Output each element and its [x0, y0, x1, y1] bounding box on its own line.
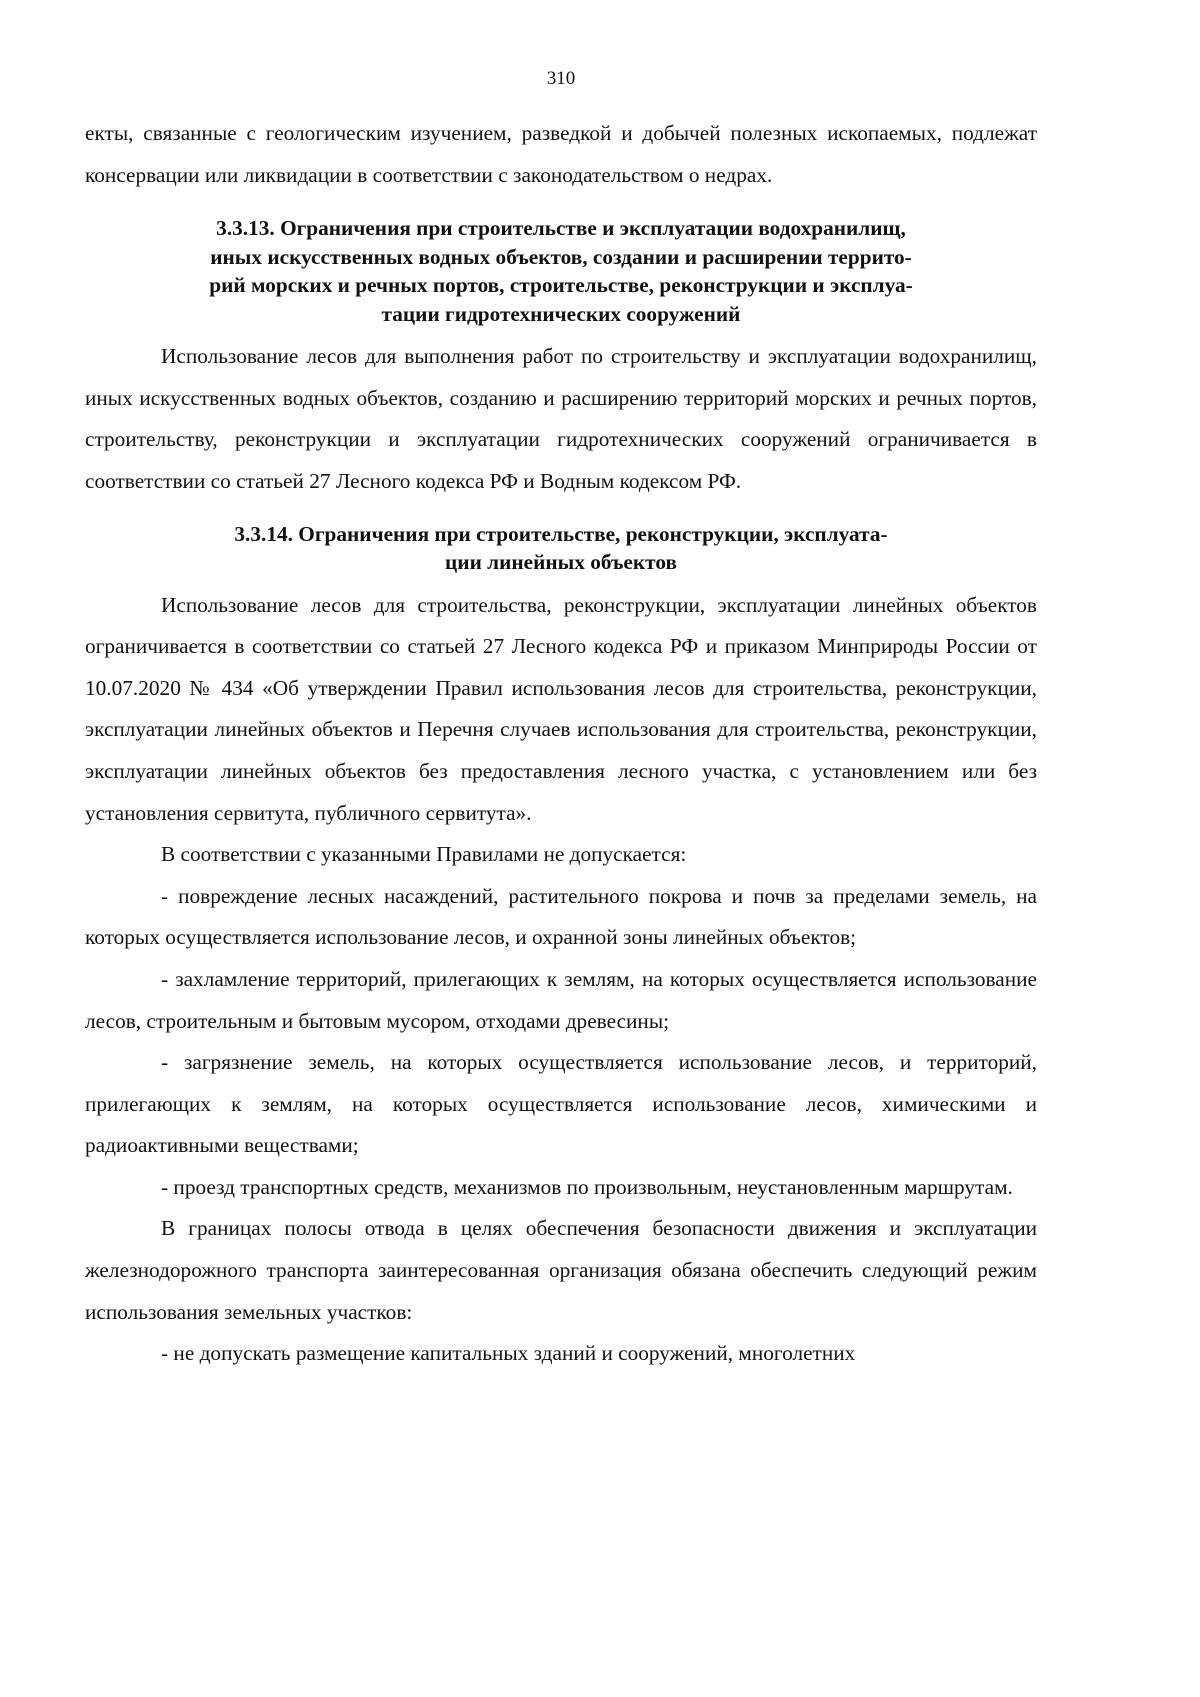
- list-item: - захламление территорий, прилегающих к землям, на которых осуществляется использование лесов, строительным и бытовым мусором, отходами древесины;: [85, 966, 1037, 1033]
- right-of-way-paragraph: В границах полосы отвода в целях обеспечения безопасности движения и эксплуатации железнодорожного транспорта заинтересованная организация обязана обеспечить следующий режим использования земельных участков:: [85, 1216, 1037, 1324]
- list-item: - проезд транспортных средств, механизмов по произвольным, неустановленным маршрутам.: [161, 1174, 1013, 1199]
- list-item: - не допускать размещение капитальных зданий и сооружений, многолетних: [161, 1341, 856, 1366]
- heading-line: ции линейных объектов: [445, 550, 677, 575]
- heading-line: иных искусственных водных объектов, создании и расширении террито-: [210, 244, 912, 269]
- list-item: - загрязнение земель, на которых осуществляется использование лесов, и территорий, прилегающих к землям, на которых осуществляется использование лесов, химическими и радиоактивными веществами;: [85, 1050, 1037, 1158]
- rules-intro-paragraph: В соответствии с указанными Правилами не допускается:: [161, 842, 687, 867]
- list-item: - повреждение лесных насаждений, растительного покрова и почв за пределами земель, на которых осуществляется использование лесов, и охранной зоны линейных объектов;: [85, 883, 1037, 950]
- page-number: 310: [546, 68, 576, 89]
- heading-line: 3.3.13. Ограничения при строительстве и эксплуатации водохранилищ,: [216, 216, 906, 241]
- section-3-3-14-paragraph: Использование лесов для строительства, реконструкции, эксплуатации линейных объектов ограничивается в соответствии со статьей 27 Лесного кодекса РФ и приказом Минприроды России от 10.07.2020 № 434 «Об утверждении Правил использования лесов для строительства, реконструкции, эксплуатации линейных объектов и Перечня случаев использования для строительства, реконструкции, эксплуатации линейных объектов без предоставления лесного участка, с установлением или без установления сервитута, публичного сервитута».: [85, 592, 1037, 825]
- intro-paragraph: екты, связанные с геологическим изучением, разведкой и добычей полезных ископаемых, подлежат консервации или ликвидации в соответствии с законодательством о недрах.: [85, 121, 1037, 187]
- section-heading-3-3-14: [125, 520, 997, 577]
- document-body: [85, 113, 1037, 1375]
- section-heading-3-3-13: [125, 214, 997, 328]
- heading-line: тации гидротехнических сооружений: [381, 301, 741, 326]
- heading-line: рий морских и речных портов, строительстве, реконструкции и эксплуа-: [209, 273, 913, 298]
- section-3-3-13-paragraph: Использование лесов для выполнения работ по строительству и эксплуатации водохранилищ, иных искусственных водных объектов, созданию и расширению территорий морских и речных портов, строительству, реконструкции и эксплуатации гидротехнических сооружений ограничивается в соответствии со статьей 27 Лесного кодекса РФ и Водным кодексом РФ.: [85, 344, 1037, 493]
- heading-line: 3.3.14. Ограничения при строительстве, реконструкции, эксплуата-: [234, 521, 888, 546]
